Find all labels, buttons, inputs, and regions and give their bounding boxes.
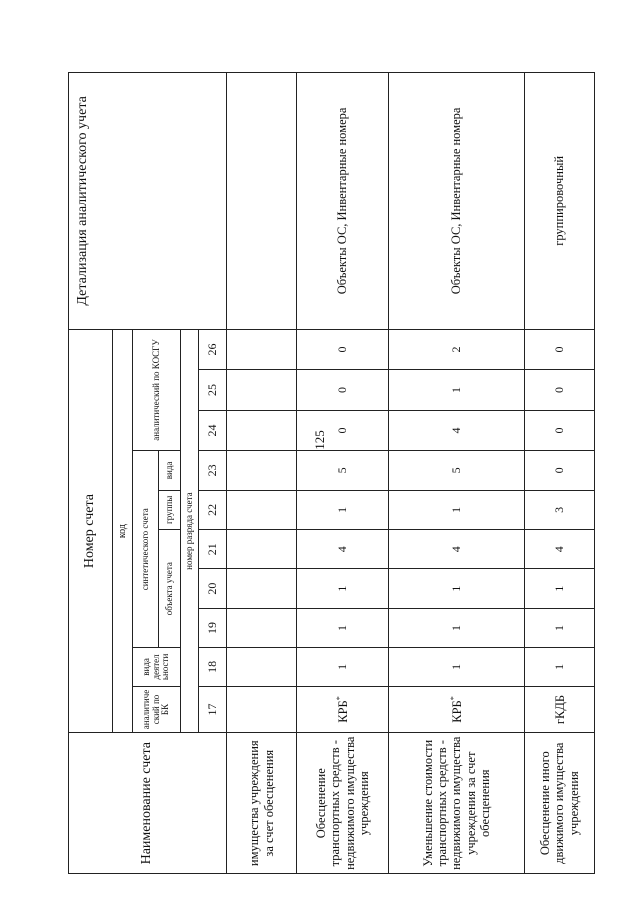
row-digit: 0 xyxy=(525,370,595,410)
row-digit: 0 xyxy=(525,329,595,370)
header-digit-number: номер разряда счета xyxy=(181,329,199,733)
digit-22: 22 xyxy=(199,490,227,529)
row-code xyxy=(227,686,297,733)
row-digit: 0 xyxy=(297,370,389,410)
row-digit: 1 xyxy=(297,490,389,529)
row-code: КРБ* xyxy=(389,686,525,733)
table-row xyxy=(297,73,389,874)
header-account-object: объекта учета xyxy=(159,530,181,648)
row-name: Обесценение транспортных средств - недвижимого имущества учреждения xyxy=(297,733,389,874)
digit-19: 19 xyxy=(199,608,227,647)
page-number: 125 xyxy=(312,430,327,450)
row-digit: 5 xyxy=(389,451,525,490)
digit-25: 25 xyxy=(199,370,227,410)
row-digit: 0 xyxy=(525,410,595,450)
row-digit: 1 xyxy=(525,608,595,647)
row-detail: группировочный xyxy=(525,73,595,330)
row-code: КРБ* xyxy=(297,686,389,733)
row-name: Уменьшение стоимости транспортных средств - недвижимого имущества учреждения за счет обесценения xyxy=(389,733,525,874)
row-digit: 1 xyxy=(389,490,525,529)
accounts-table xyxy=(68,72,595,874)
row-digit: 4 xyxy=(389,530,525,569)
digit-26: 26 xyxy=(199,329,227,370)
row-digit: 4 xyxy=(297,530,389,569)
digit-18: 18 xyxy=(199,648,227,686)
header-code: код xyxy=(113,329,133,733)
row-detail: Объекты ОС, Инвентарные номера xyxy=(389,73,525,330)
row-digit: 1 xyxy=(525,648,595,686)
row-digit: 0 xyxy=(297,329,389,370)
row-name: имущества учреждения за счет обесценения xyxy=(227,733,297,874)
row-digit: 1 xyxy=(389,608,525,647)
digit-24: 24 xyxy=(199,410,227,450)
row-digit: 1 xyxy=(297,608,389,647)
row-digit: 1 xyxy=(389,648,525,686)
row-digit xyxy=(227,451,297,490)
row-digit: 1 xyxy=(525,569,595,608)
row-digit: 0 xyxy=(297,410,389,450)
row-digit: 1 xyxy=(389,569,525,608)
row-digit: 1 xyxy=(297,648,389,686)
row-digit: 1 xyxy=(297,569,389,608)
header-account-number: Номер счета xyxy=(69,329,113,733)
row-name: Обесценение иного движимого имущества учреждения xyxy=(525,733,595,874)
row-digit: 0 xyxy=(525,451,595,490)
header-group: группы xyxy=(159,490,181,529)
row-digit xyxy=(227,648,297,686)
header-activity-type: вида деятел ьности xyxy=(133,648,181,686)
table-row xyxy=(389,73,525,874)
header-kosgu: аналитический по КОСГУ xyxy=(133,329,181,450)
row-digit xyxy=(227,608,297,647)
digit-23: 23 xyxy=(199,451,227,490)
row-code: гКДБ xyxy=(525,686,595,733)
row-digit: 3 xyxy=(525,490,595,529)
row-digit xyxy=(227,370,297,410)
row-digit xyxy=(227,410,297,450)
table-row xyxy=(525,73,595,874)
header-name: Наименование счета xyxy=(69,733,227,874)
table-row xyxy=(227,73,297,874)
digit-20: 20 xyxy=(199,569,227,608)
header-kind: вида xyxy=(159,451,181,490)
digit-21: 21 xyxy=(199,530,227,569)
row-digit xyxy=(227,569,297,608)
row-digit: 5 xyxy=(297,451,389,490)
header-synthetic: синтетического счета xyxy=(133,451,159,648)
row-digit: 1 xyxy=(389,370,525,410)
row-digit xyxy=(227,490,297,529)
row-digit: 2 xyxy=(389,329,525,370)
row-digit: 4 xyxy=(525,530,595,569)
header-analytical-bk: аналитиче ский по БК xyxy=(133,686,181,733)
row-detail xyxy=(227,73,297,330)
header-detail: Детализация аналитического учета xyxy=(69,73,227,330)
row-digit xyxy=(227,329,297,370)
row-detail: Объекты ОС, Инвентарные номера xyxy=(297,73,389,330)
row-digit: 4 xyxy=(389,410,525,450)
row-digit xyxy=(227,530,297,569)
rotated-table-wrapper xyxy=(68,72,581,874)
digit-17: 17 xyxy=(199,686,227,733)
